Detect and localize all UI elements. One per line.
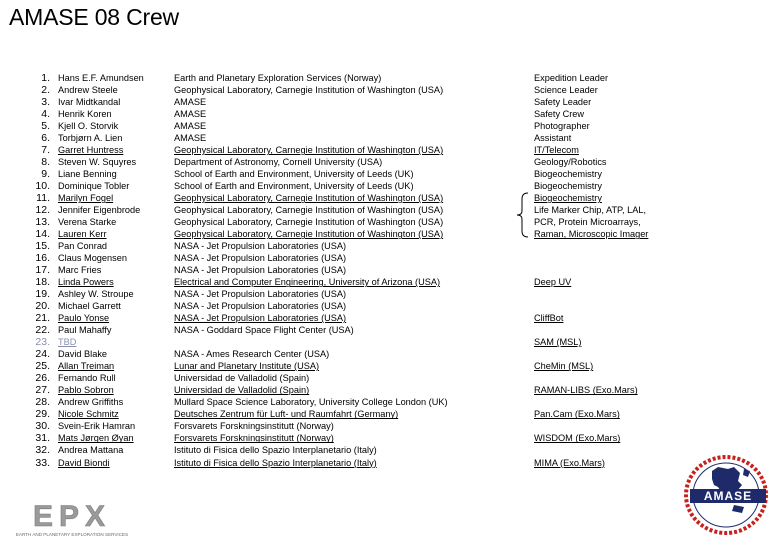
- crew-affiliation: NASA - Jet Propulsion Laboratories (USA): [174, 289, 347, 300]
- crew-affiliation: NASA - Jet Propulsion Laboratories (USA): [174, 313, 347, 324]
- crew-affiliation: AMASE: [174, 97, 207, 108]
- crew-row: [0, 216, 780, 228]
- crew-role: Pan.Cam (Exo.Mars): [534, 409, 620, 420]
- crew-name: Marc Fries: [58, 265, 102, 276]
- crew-role: Expedition Leader: [534, 73, 609, 83]
- crew-affiliation: School of Earth and Environment, University of Leeds (UK): [174, 181, 414, 192]
- crew-name: Ashley W. Stroupe: [58, 289, 134, 300]
- crew-affiliation: AMASE: [174, 133, 207, 144]
- crew-name: Ivar Midtkandal: [58, 97, 121, 108]
- crew-affiliation: Deutsches Zentrum für Luft- und Raumfahrt (Germany): [174, 409, 399, 420]
- crew-affiliation: NASA - Ames Research Center (USA): [174, 349, 330, 360]
- crew-affiliation: Geophysical Laboratory, Carnegie Institution of Washington (USA): [174, 145, 444, 156]
- crew-affiliation: Geophysical Laboratory, Carnegie Institution of Washington (USA): [174, 205, 444, 216]
- crew-row: [0, 144, 780, 156]
- crew-affiliation: Earth and Planetary Exploration Services (Norway): [174, 73, 382, 83]
- crew-number: 19.: [35, 288, 50, 301]
- crew-role: Biogeochemistry: [534, 193, 602, 204]
- crew-affiliation: NASA - Jet Propulsion Laboratories (USA): [174, 301, 347, 312]
- crew-number: 24.: [35, 348, 50, 361]
- crew-affiliation: Department of Astronomy, Cornell University (USA): [174, 157, 383, 168]
- crew-role: Photographer: [534, 121, 590, 132]
- crew-row: [0, 72, 780, 84]
- crew-name: Steven W. Squyres: [58, 157, 137, 168]
- crew-role: SAM (MSL): [534, 337, 582, 348]
- crew-row: [0, 396, 780, 408]
- crew-row: [0, 360, 780, 372]
- crew-name: Claus Mogensen: [58, 253, 127, 264]
- crew-row: [0, 84, 780, 96]
- crew-name: Pablo Sobron: [58, 385, 114, 396]
- crew-number: 14.: [35, 228, 50, 241]
- crew-role: Assistant: [534, 133, 572, 144]
- crew-name: Andrea Mattana: [58, 445, 124, 456]
- crew-name: Allan Treiman: [58, 361, 115, 372]
- epx-logo-tagline: EARTH AND PLANETARY EXPLORATION SERVICES: [15, 532, 129, 537]
- grouping-brace: [516, 192, 530, 238]
- crew-role: CheMin (MSL): [534, 361, 594, 372]
- crew-row: [0, 300, 780, 312]
- crew-role: PCR, Protein Microarrays,: [534, 217, 641, 228]
- crew-name: Dominique Tobler: [58, 181, 130, 192]
- crew-row: [0, 228, 780, 240]
- crew-name: Hans E.F. Amundsen: [58, 73, 144, 83]
- crew-name: Linda Powers: [58, 277, 114, 288]
- crew-role: CliffBot: [534, 313, 564, 324]
- crew-affiliation: Geophysical Laboratory, Carnegie Institution of Washington (USA): [174, 85, 444, 96]
- crew-row: [0, 108, 780, 120]
- crew-name: Garret Huntress: [58, 145, 124, 156]
- crew-name: Andrew Griffiths: [58, 397, 124, 408]
- crew-number: 21.: [35, 312, 50, 325]
- crew-row: [0, 336, 780, 348]
- crew-role: Safety Leader: [534, 97, 592, 108]
- crew-row: [0, 192, 780, 204]
- crew-affiliation: NASA - Goddard Space Flight Center (USA): [174, 325, 354, 336]
- crew-row: [0, 408, 780, 420]
- crew-row: [0, 180, 780, 192]
- crew-roster: [0, 72, 780, 469]
- crew-row: [0, 252, 780, 264]
- crew-number: 32.: [35, 444, 50, 457]
- amase-logo: [682, 455, 774, 535]
- crew-affiliation: NASA - Jet Propulsion Laboratories (USA): [174, 253, 347, 264]
- crew-name: Paul Mahaffy: [58, 325, 112, 336]
- crew-row: [0, 156, 780, 168]
- crew-row: [0, 372, 780, 384]
- crew-affiliation: School of Earth and Environment, University of Leeds (UK): [174, 169, 414, 180]
- crew-role: WISDOM (Exo.Mars): [534, 433, 621, 444]
- amase-logo-text: AMASE: [703, 489, 753, 503]
- crew-row: [0, 168, 780, 180]
- crew-row: [0, 276, 780, 288]
- crew-affiliation: NASA - Jet Propulsion Laboratories (USA): [174, 265, 347, 276]
- crew-number: 10.: [35, 180, 50, 193]
- crew-name: Fernando Rull: [58, 373, 116, 384]
- crew-name: David Biondi: [58, 457, 110, 468]
- crew-number: 4.: [41, 108, 50, 121]
- crew-number: 30.: [35, 420, 50, 433]
- crew-affiliation: Electrical and Computer Engineering, University of Arizona (USA): [174, 277, 441, 288]
- crew-number: 5.: [41, 120, 50, 133]
- crew-row: [0, 288, 780, 300]
- crew-affiliation: Forsvarets Forskningsinstitutt (Norway): [174, 433, 334, 444]
- crew-number: 16.: [35, 252, 50, 265]
- crew-number: 18.: [35, 276, 50, 289]
- crew-number: 29.: [35, 408, 50, 421]
- crew-number: 31.: [35, 432, 50, 445]
- crew-name: Svein-Erik Hamran: [58, 421, 136, 432]
- crew-role: Biogeochemistry: [534, 181, 602, 192]
- crew-number: 12.: [35, 204, 50, 217]
- crew-number: 3.: [41, 96, 50, 109]
- crew-affiliation: Istituto di Fisica dello Spazio Interplanetario (Italy): [174, 457, 377, 468]
- crew-number: 17.: [35, 264, 50, 277]
- crew-row: [0, 120, 780, 132]
- crew-affiliation: Universidad de Valladolid (Spain): [174, 385, 310, 396]
- crew-affiliation: AMASE: [174, 121, 207, 132]
- crew-number: 26.: [35, 372, 50, 385]
- crew-number: 23.: [35, 336, 50, 349]
- crew-number: 11.: [36, 192, 50, 205]
- crew-row: [0, 240, 780, 252]
- crew-name: David Blake: [58, 349, 108, 360]
- crew-row: [0, 264, 780, 276]
- crew-affiliation: Geophysical Laboratory, Carnegie Institution of Washington (USA): [174, 193, 444, 204]
- crew-affiliation: Universidad de Valladolid (Spain): [174, 373, 310, 384]
- crew-role: Raman, Microscopic Imager: [534, 229, 649, 240]
- crew-role: Safety Crew: [534, 109, 585, 120]
- crew-number: 25.: [35, 360, 50, 373]
- crew-name: Verena Starke: [58, 217, 117, 228]
- crew-number: 27.: [35, 384, 50, 397]
- crew-affiliation: Forsvarets Forskningsinstitutt (Norway): [174, 421, 334, 432]
- crew-name: Lauren Kerr: [58, 229, 107, 240]
- crew-affiliation: Lunar and Planetary Institute (USA): [174, 361, 320, 372]
- crew-number: 22.: [35, 324, 50, 337]
- crew-role: Deep UV: [534, 277, 572, 288]
- crew-number: 13.: [35, 216, 50, 229]
- crew-affiliation: Istituto di Fisica dello Spazio Interplanetario (Italy): [174, 445, 377, 456]
- crew-number: 6.: [41, 132, 50, 145]
- page-title: AMASE 08 Crew: [9, 4, 179, 30]
- crew-name: Michael Garrett: [58, 301, 121, 312]
- crew-row: [0, 132, 780, 144]
- crew-number: 8.: [41, 156, 50, 169]
- epx-logo: [8, 500, 140, 540]
- crew-name: Kjell O. Storvik: [58, 121, 119, 132]
- crew-row: [0, 420, 780, 432]
- crew-number: 20.: [35, 300, 50, 313]
- crew-name: Torbjørn A. Lien: [58, 133, 123, 144]
- crew-role: Life Marker Chip, ATP, LAL,: [534, 205, 647, 216]
- epx-logo-text: EPX: [32, 500, 112, 533]
- crew-row: [0, 444, 780, 456]
- crew-row: [0, 96, 780, 108]
- crew-role: Science Leader: [534, 85, 598, 96]
- crew-number: 28.: [35, 396, 50, 409]
- crew-name: Paulo Yonse: [58, 313, 110, 324]
- crew-number: 7.: [41, 144, 50, 157]
- crew-name: Marilyn Fogel: [58, 193, 114, 204]
- crew-affiliation: Geophysical Laboratory, Carnegie Institution of Washington (USA): [174, 217, 444, 228]
- crew-role: Biogeochemistry: [534, 169, 602, 180]
- crew-number: 1.: [41, 72, 50, 84]
- crew-name: Pan Conrad: [58, 241, 108, 252]
- crew-affiliation: Geophysical Laboratory, Carnegie Institution of Washington (USA): [174, 229, 444, 240]
- crew-name: Nicole Schmitz: [58, 409, 119, 420]
- crew-number: 15.: [35, 240, 50, 253]
- crew-row: [0, 432, 780, 444]
- crew-name: Andrew Steele: [58, 85, 118, 96]
- crew-number: 2.: [41, 84, 50, 97]
- crew-affiliation: AMASE: [174, 109, 207, 120]
- crew-name: Liane Benning: [58, 169, 117, 180]
- crew-role: RAMAN-LIBS (Exo.Mars): [534, 385, 638, 396]
- crew-number: 33.: [35, 456, 50, 469]
- crew-row: [0, 204, 780, 216]
- crew-role: IT/Telecom: [534, 145, 579, 156]
- crew-name: Henrik Koren: [58, 109, 112, 120]
- crew-affiliation: Mullard Space Science Laboratory, University College London (UK): [174, 397, 448, 408]
- crew-name: TBD: [58, 337, 77, 348]
- crew-row: [0, 312, 780, 324]
- crew-name: Jennifer Eigenbrode: [58, 205, 141, 216]
- crew-row: [0, 457, 780, 469]
- crew-number: 9.: [41, 168, 50, 181]
- crew-role: MIMA (Exo.Mars): [534, 457, 605, 468]
- crew-row: [0, 324, 780, 336]
- crew-name: Mats Jørgen Øyan: [58, 433, 134, 444]
- crew-affiliation: NASA - Jet Propulsion Laboratories (USA): [174, 241, 347, 252]
- crew-row: [0, 384, 780, 396]
- crew-role: Geology/Robotics: [534, 157, 607, 168]
- crew-row: [0, 348, 780, 360]
